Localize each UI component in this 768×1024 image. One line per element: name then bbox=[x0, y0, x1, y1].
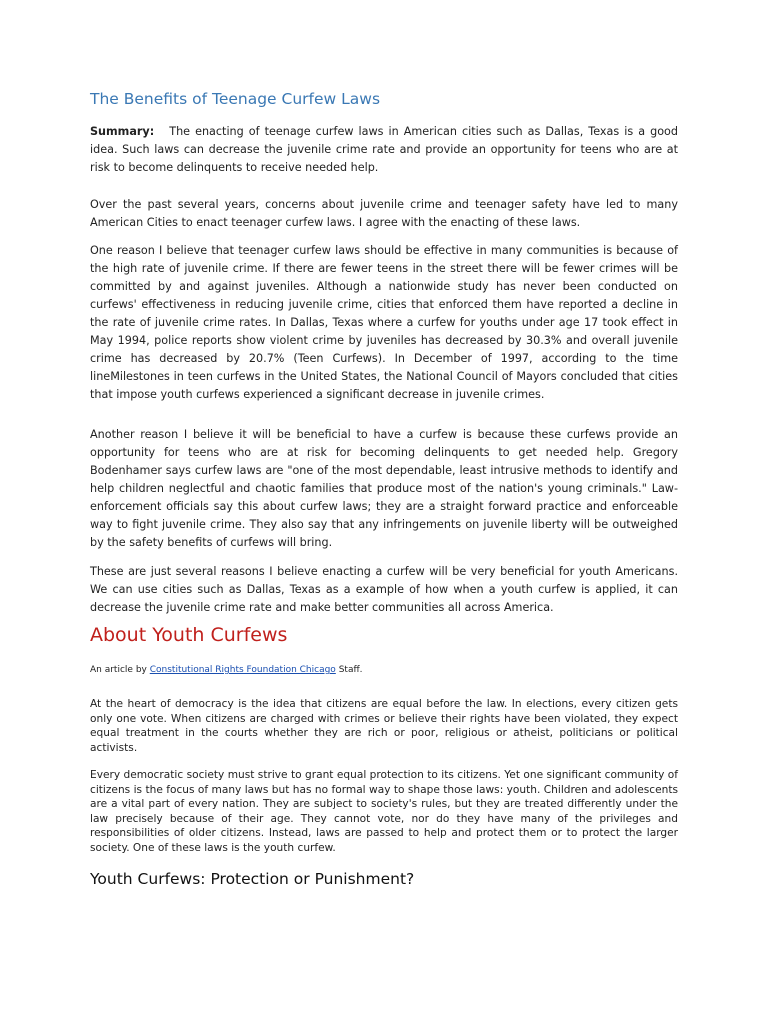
source-link[interactable]: Constitutional Rights Foundation Chicago bbox=[149, 665, 336, 675]
byline bbox=[90, 665, 363, 675]
article-title: The Benefits of Teenage Curfew Laws bbox=[90, 90, 381, 108]
summary-text: The enacting of teenage curfew laws in American cities such as Dallas, Texas is a good idea. Such laws can decrease the juvenile crime rate and provide an opportunity for teens who are at risk to become delinquents to receive needed help. bbox=[90, 125, 678, 174]
subsection-heading: Youth Curfews: Protection or Punishment? bbox=[90, 870, 415, 888]
article-paragraph-2: Every democratic society must strive to grant equal protection to its citizens. Yet one significant community of citizens is the focus of many laws but has no formal way to shape those laws: youth. Children and adolescents are a vital part of every nation. They are subject to society's rules, but they are treated differently under the law precisely because of their age. They cannot vote, nor do they have many of the privileges and responsibilities of older citizens. Instead, laws are passed to help and protect them or to protect the larger society. One of these laws is the youth curfew. bbox=[90, 769, 678, 854]
body-paragraph-4: These are just several reasons I believe enacting a curfew will be very beneficial for youth Americans. We can use cities such as Dallas, Texas as a example of how when a youth curfew is applied, it can decrease the juvenile crime rate and make better communities all across America. bbox=[90, 565, 678, 614]
byline-prefix: An article by bbox=[90, 665, 147, 675]
article-paragraph-1: At the heart of democracy is the idea that citizens are equal before the law. In elections, every citizen gets only one vote. When citizens are charged with crimes or believe their rights have been violated, they expect equal treatment in the courts whether they are rich or poor, religious or atheist, politicians or political activists. bbox=[90, 698, 678, 754]
summary-label: Summary: bbox=[90, 125, 155, 138]
summary-paragraph bbox=[90, 123, 678, 177]
body-paragraph-3: Another reason I believe it will be beneficial to have a curfew is because these curfews provide an opportunity for teens who are at risk for becoming delinquents to get needed help. Gregory Bodenhamer says curfew laws are "one of the most dependable, least intrusive methods to identify and help children neglectful and chaotic families that produce most of the nation's young criminals." Law-enforcement officials say this about curfew laws; they are a straight forward practice and enforceable way to fight juvenile crime. They also say that any infringements on juvenile liberty will be outweighed by the safety benefits of curfews will bring. bbox=[90, 428, 678, 549]
section-heading: About Youth Curfews bbox=[90, 624, 288, 646]
body-paragraph-1: Over the past several years, concerns about juvenile crime and teenager safety have led to many American Cities to enact teenager curfew laws. I agree with the enacting of these laws. bbox=[90, 198, 678, 229]
body-paragraph-2: One reason I believe that teenager curfew laws should be effective in many communities is because of the high rate of juvenile crime. If there are fewer teens in the street there will be fewer crimes will be committed by and against juveniles. Although a nationwide study has never been conducted on curfews' effectiveness in reducing juvenile crime, cities that enforced them have reported a decline in the rate of juvenile crime rates. In Dallas, Texas where a curfew for youths under age 17 took effect in May 1994, police reports show violent crime by juveniles has decreased by 30.3% and overall juvenile crime has decreased by 20.7% (Teen Curfews). In December of 1997, according to the time lineMilestones in teen curfews in the United States, the National Council of Mayors concluded that cities that impose youth curfews experienced a significant decrease in juvenile crimes. bbox=[90, 244, 678, 401]
byline-suffix: Staff. bbox=[338, 665, 363, 675]
